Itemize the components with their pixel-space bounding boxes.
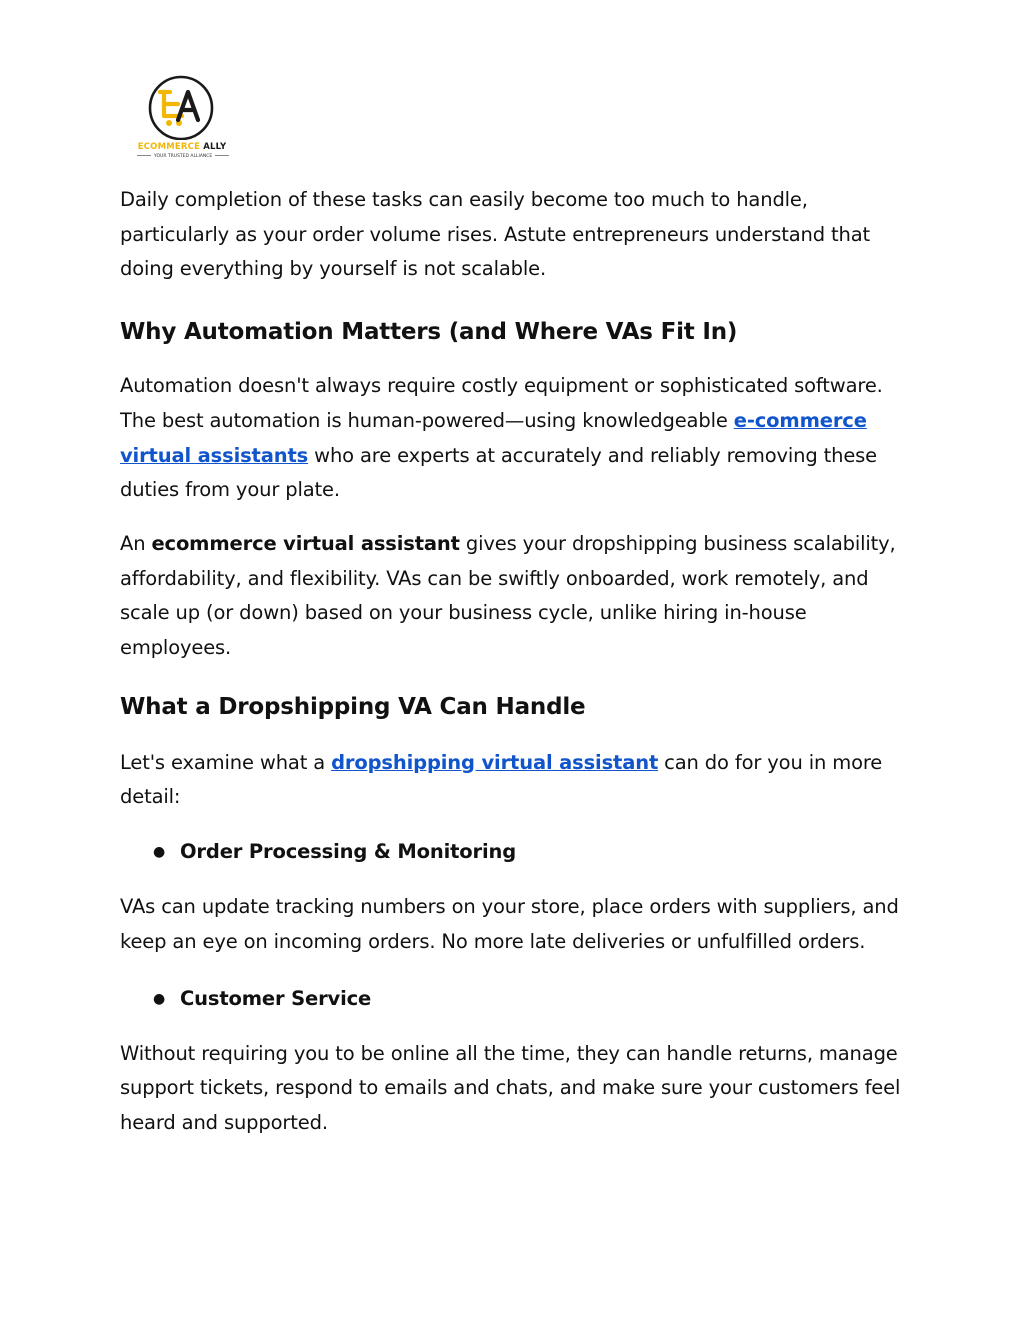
paragraph-automation-text-2: who are experts at accurately and reliably removing these duties from your plate.	[120, 443, 878, 502]
list-item-label: Customer Service	[180, 986, 372, 1010]
bold-ecommerce-virtual-assistant: ecommerce virtual assistant	[151, 531, 460, 555]
logo-name-part1: ECOMMERCE	[137, 142, 201, 152]
bullet-marker: ●	[153, 844, 166, 861]
paragraph-automation	[120, 369, 920, 508]
bullet-marker: ●	[153, 990, 166, 1007]
logo-tagline: YOUR TRUSTED ALLIANCE	[134, 154, 230, 159]
list-item-label: Order Processing & Monitoring	[180, 840, 517, 864]
list-item-order-processing	[120, 835, 920, 869]
paragraph-order-processing: VAs can update tracking numbers on your store, place orders with suppliers, and keep an eye on incoming orders. No more late deliveries or unfulfilled orders.	[120, 895, 899, 953]
paragraph-ecommerce-va	[120, 527, 920, 666]
link-ecommerce-virtual-assistants[interactable]: e-commerce virtual assistants	[120, 408, 867, 467]
heading-what-va-can-handle: What a Dropshipping VA Can Handle	[120, 693, 586, 720]
paragraph-intro: Daily completion of these tasks can easily become too much to handle, particularly as your order volume rises. Astute entrepreneurs understand that doing everything by yourself is not scalable.	[120, 188, 870, 281]
article-body	[120, 183, 920, 1141]
ecommerce-ally-logo	[134, 74, 230, 166]
logo-name-part2: ALLY	[200, 142, 227, 152]
paragraph-examine-text-2: can do for you in more detail:	[120, 750, 883, 809]
heading-why-automation: Why Automation Matters (and Where VAs Fit In)	[120, 319, 738, 346]
paragraph-ecommerce-va-text-1: An	[120, 531, 152, 555]
list-item-customer-service	[120, 982, 920, 1016]
logo-emblem	[134, 74, 230, 140]
paragraph-customer-service: Without requiring you to be online all the time, they can handle returns, manage support tickets, respond to emails and chats, and make sure your customers feel heard and supported.	[120, 1041, 901, 1134]
link-dropshipping-virtual-assistant[interactable]: dropshipping virtual assistant	[331, 750, 659, 774]
paragraph-examine-text-1: Let's examine what a	[120, 750, 332, 774]
paragraph-automation-text-1: Automation doesn't always require costly equipment or sophisticated software. The best automation is human-powered—using knowledgeable	[120, 374, 883, 432]
paragraph-examine	[120, 746, 920, 815]
logo-wordmark	[134, 142, 230, 152]
paragraph-ecommerce-va-text-2: gives your dropshipping business scalability, affordability, and flexibility. VAs can be swiftly onboarded, work remotely, and scale up (or down) based on your business cycle, unlike hiring in-house employees.	[120, 531, 896, 660]
